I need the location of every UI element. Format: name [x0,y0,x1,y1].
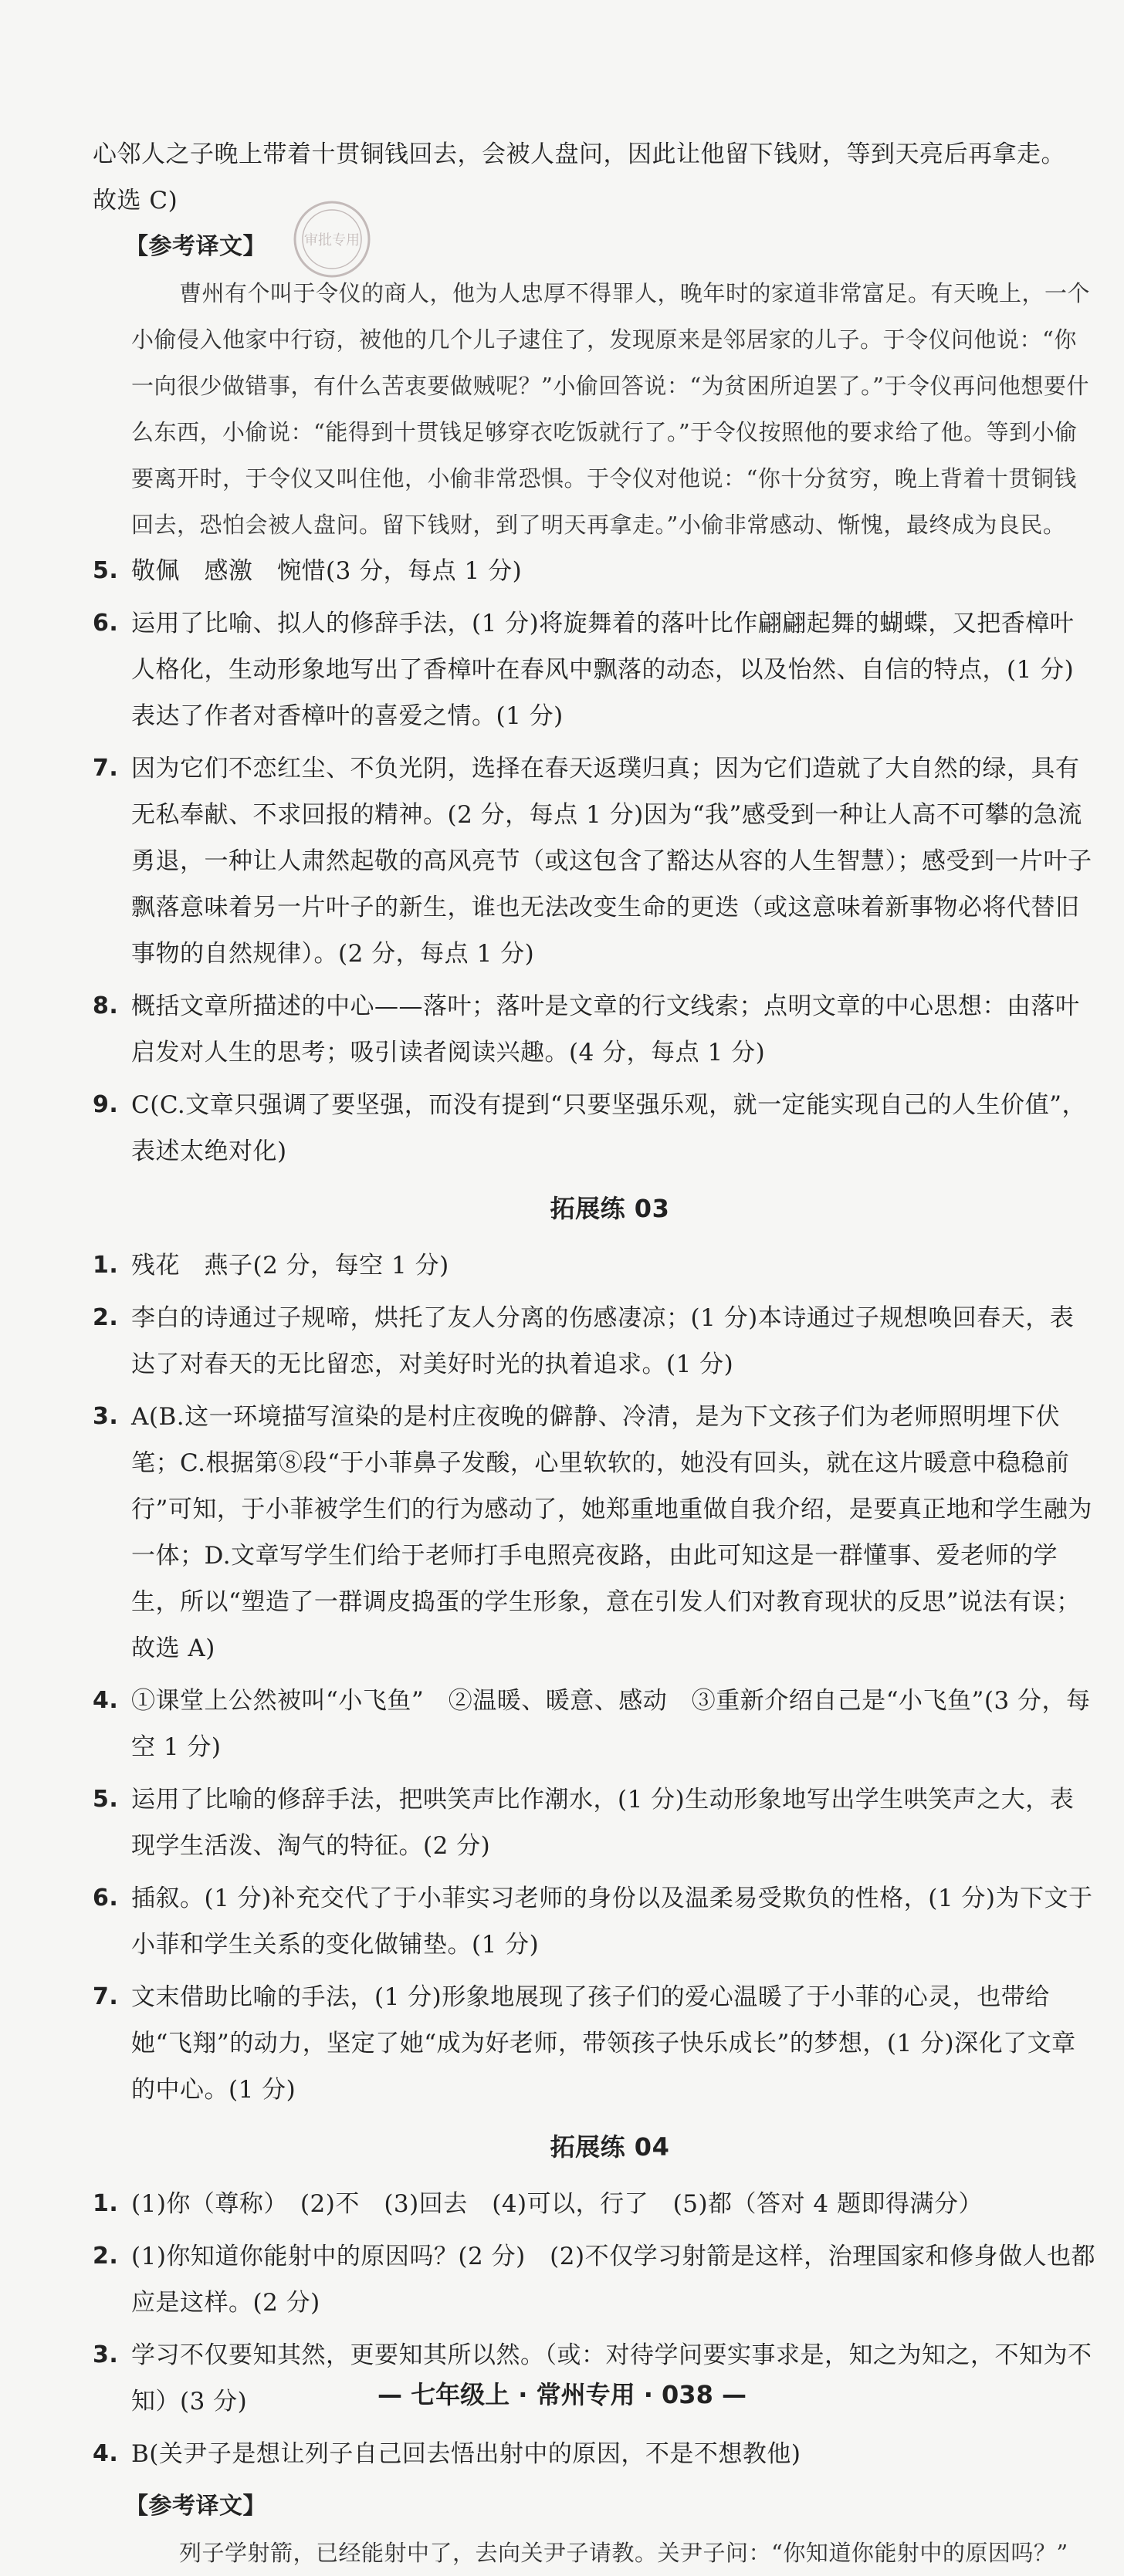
answer-item [93,1776,1096,1869]
item-number: 8. [93,992,119,1019]
answer-item [93,1875,1096,1968]
item-text: (1)你（尊称） (2)不 (3)回去 (4)可以，行了 (5)都（答对 4 题即得满分） [131,2190,983,2218]
item-text: 敬佩 感激 惋惜(3 分，每点 1 分) [131,557,523,585]
item-number: 6. [93,610,119,637]
item-number: 2. [93,1304,119,1331]
item-number: 4. [93,1687,119,1714]
item-number: 5. [93,1786,119,1813]
section-03-title: 拓展练 03 [550,1194,670,1223]
item-number: 2. [93,2243,119,2270]
item-text: 运用了比喻、拟人的修辞手法，(1 分)将旋舞着的落叶比作翩翩起舞的蝴蝶，又把香樟叶人格化，生动形象地写出了香樟叶在春风中飘落的动态，以及怡然、自信的特点，(1 分)表达了作者对香樟叶的喜爱之情。(1 分) [131,610,1075,730]
translation-heading: 【参考译文】 [125,233,266,260]
answer-item [93,548,1096,594]
item-text: 插叙。(1 分)补充交代了于小菲实习老师的身份以及温柔易受欺负的性格，(1 分)为下文于小菲和学生关系的变化做铺垫。(1 分) [131,1885,1093,1959]
item-number: 9. [93,1091,119,1118]
answer-item [93,745,1096,977]
answer-list-04 [93,2181,1096,2477]
item-text: ①课堂上公然被叫“小飞鱼” ②温暖、暖意、感动 ③重新介绍自己是“小飞鱼”(3 分，每空 1 分) [131,1687,1091,1761]
translation-text-2: 列子学射箭，已经能射中了，去向关尹子请教。关尹子问：“你知道你能射中的原因吗？” [179,2540,1068,2566]
answer-list-03 [93,1242,1096,2113]
item-text: 李白的诗通过子规啼，烘托了友人分离的伤感凄凉；(1 分)本诗通过子规想唤回春天，表达了对春天的无比留恋，对美好时光的执着追求。(1 分) [131,1304,1075,1378]
item-number: 4. [93,2440,119,2467]
section-04-title: 拓展练 04 [550,2132,670,2162]
item-text: 概括文章所描述的中心——落叶；落叶是文章的行文线索；点明文章的中心思想：由落叶启发对人生的思考；吸引读者阅读兴趣。(4 分，每点 1 分) [131,992,1080,1067]
item-text: 运用了比喻的修辞手法，把哄笑声比作潮水，(1 分)生动形象地写出学生哄笑声之大，表现学生活泼、淘气的特征。(2 分) [131,1786,1075,1860]
item-number: 3. [93,2341,119,2368]
answer-item [93,2181,1096,2227]
translation-heading-2: 【参考译文】 [125,2493,266,2520]
item-text: 文末借助比喻的手法，(1 分)形象地展现了孩子们的爱心温暖了于小菲的心灵，也带给她“飞翔”的动力，坚定了她“成为好老师，带领孩子快乐成长”的梦想，(1 分)深化了文章的中心。(1 分) [131,1983,1076,2104]
item-text: 学习不仅要知其然，更要知其所以然。（或：对待学问要实事求是，知之为知之，不知为不知）(3 分) [131,2341,1092,2415]
item-number: 6. [93,1885,119,1912]
item-text: (1)你知道你能射中的原因吗？(2 分) (2)不仅学习射箭是这样，治理国家和修身做人也都应是这样。(2 分) [131,2243,1096,2317]
content [93,131,1096,2576]
answer-item [93,2431,1096,2477]
item-number: 7. [93,1983,119,2010]
item-text: A(B.这一环境描写渲染的是村庄夜晚的僻静、冷清，是为下文孩子们为老师照明埋下伏笔；C.根据第⑧段“于小菲鼻子发酸，心里软软的，她没有回头，就在这片暖意中稳稳前行”可知，于小菲被学生们的行为感动了，她郑重地重做自我介绍，是要真正地和学生融为一体；D.文章写学生们给于老师打手电照亮夜路，由此可知这是一群懂事、爱老师的学生，所以“塑造了一群调皮捣蛋的学生形象，意在引发人们对教育现状的反思”说法有误；故选 A) [131,1403,1092,1662]
answer-item [93,1678,1096,1770]
answer-item [93,1295,1096,1388]
intro-line-2: 故选 C) [93,187,178,215]
item-number: 5. [93,557,119,584]
answer-item [93,983,1096,1076]
item-number: 1. [93,2190,119,2217]
answer-list-1 [93,548,1096,1175]
item-text: C(C.文章只强调了要坚强，而没有提到“只要坚强乐观，就一定能实现自己的人生价值”，表述太绝对化) [131,1091,1086,1165]
intro-line-1: 心邻人之子晚上带着十贯铜钱回去，会被人盘问，因此让他留下钱财，等到天亮后再拿走。 [93,140,1065,168]
answer-item [93,2233,1096,2326]
item-number: 1. [93,1252,119,1279]
item-number: 7. [93,755,119,782]
answer-item [93,1394,1096,1672]
stamp-text: 审批专用 [304,232,360,248]
answer-item [93,1242,1096,1289]
answer-item [93,1082,1096,1175]
item-text: B(关尹子是想让列子自己回去悟出射中的原因，不是不想教他) [131,2440,801,2468]
page-footer: — 七年级上 · 常州专用 · 038 — [377,2380,747,2409]
item-text: 残花 燕子(2 分，每空 1 分) [131,1252,449,1280]
translation-text: 曹州有个叫于令仪的商人，他为人忠厚不得罪人，晚年时的家道非常富足。有天晚上，一个小偷侵入他家中行窃，被他的几个儿子逮住了，发现原来是邻居家的儿子。于令仪问他说：“你一向很少做错事，有什么苦衷要做贼呢？”小偷回答说：“为贫困所迫罢了。”于令仪再问他想要什么东西，小偷说：“能得到十贯钱足够穿衣吃饭就行了。”于令仪按照他的要求给了他。等到小偷要离开时，于令仪又叫住他，小偷非常恐惧。于令仪对他说：“你十分贫穷，晚上背着十贯铜钱回去，恐怕会被人盘问。留下钱财，到了明天再拿走。”小偷非常感动、惭愧，最终成为良民。 [131,280,1091,538]
answer-item [93,1974,1096,2113]
item-number: 3. [93,1403,119,1430]
item-text: 因为它们不恋红尘、不负光阴，选择在春天返璞归真；因为它们造就了大自然的绿，具有无私奉献、不求回报的精神。(2 分，每点 1 分)因为“我”感受到一种让人高不可攀的急流勇退，一种让人肃然起敬的高风亮节（或这包含了豁达从容的人生智慧）；感受到一片叶子飘落意味着另一片叶子的新生，谁也无法改变生命的更迭（或这意味着新事物必将代替旧事物的自然规律）。(2 分，每点 1 分) [131,755,1092,968]
answer-item [93,600,1096,739]
